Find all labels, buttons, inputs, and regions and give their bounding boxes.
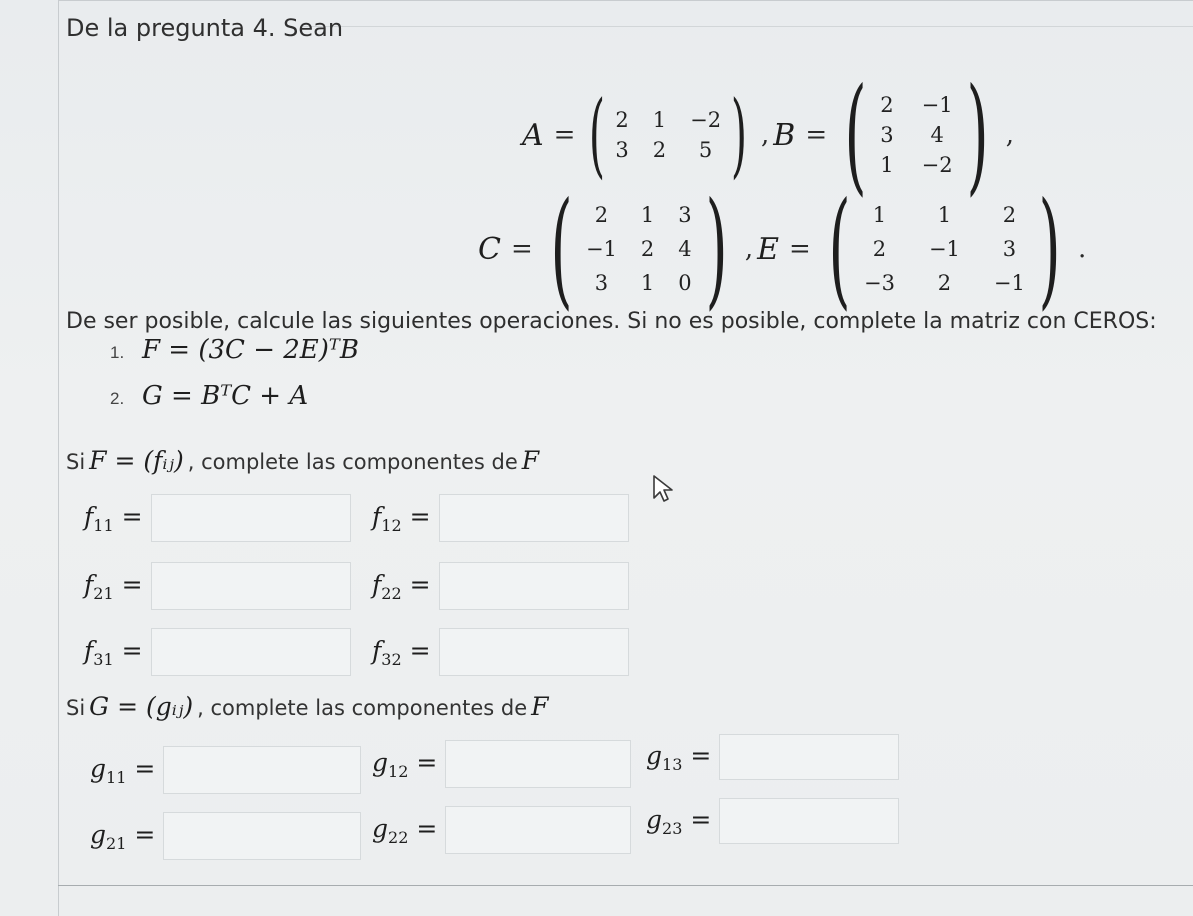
equals-sign: = [789,234,811,264]
operation-index: 2. [110,389,125,408]
matrix-c-cell: 0 [678,271,692,295]
section-g-intro [66,692,553,721]
field-label: $f_{22}$ = [372,569,431,603]
matrix-c-cell: 1 [640,271,655,295]
section-f-prefix: Si [66,450,86,474]
heading-divider [300,26,1193,27]
field-g22 [372,806,631,854]
matrix-c-cell: 2 [640,237,655,261]
equals-sign: = [553,120,576,150]
operation-index: 1. [110,343,125,362]
g22-input[interactable] [445,806,631,854]
frame-bottom-border [58,885,1193,886]
period: . [1078,234,1087,264]
field-label: $g_{22}$ = [372,813,438,847]
comma: , [761,120,770,150]
f32-input[interactable] [439,628,629,676]
matrix-b-cell: 4 [930,123,944,147]
matrix-c-label: C [478,231,501,267]
operation-expression: F = (3C − 2E)ᵀB [142,335,359,365]
matrix-b-cell: 2 [880,93,894,117]
f21-input[interactable] [151,562,351,610]
g21-input[interactable] [163,812,361,860]
instruction-text: De ser posible, calcule las siguientes operaciones. Si no es posible, complete la matriz con CEROS: [66,309,1157,334]
f22-input[interactable] [439,562,629,610]
matrix-c-cell: 2 [594,203,609,227]
matrix-a-cell: 5 [698,138,713,162]
field-label: $g_{21}$ = [90,819,156,853]
matrix-e-cell: 1 [872,203,887,227]
matrix-row-ce [478,175,1090,322]
matrix-b: ( 2 −1 3 4 1 −2 ) [844,61,989,208]
matrix-a-cell: 3 [615,138,629,162]
g11-input[interactable] [163,746,361,794]
section-f-math: F = (fᵢⱼ) [89,446,184,475]
field-label: $g_{11}$ = [90,753,156,787]
field-f32 [372,628,629,676]
section-g-target: F [531,692,549,721]
field-f21 [84,562,351,610]
matrix-a-cell: −2 [690,108,722,132]
field-f12 [372,494,629,542]
matrix-e-cell: 3 [1002,237,1017,261]
comma: , [1005,120,1015,150]
g23-input[interactable] [719,798,899,844]
field-f22 [372,562,629,610]
mouse-pointer-icon [652,474,678,504]
matrix-b-cell: −1 [921,93,953,117]
section-g-prefix: Si [66,696,86,720]
section-f-target: F [521,446,540,475]
matrix-a-cell: 2 [615,108,629,132]
field-label: $f_{21}$ = [84,569,143,603]
field-g21 [90,812,361,860]
section-g-math: G = (gᵢⱼ) [89,692,194,721]
g13-input[interactable] [719,734,899,780]
matrix-c-cell: 3 [678,203,692,227]
frame-top-border [58,0,1193,1]
frame-left-border [58,0,59,916]
f31-input[interactable] [151,628,351,676]
matrix-a-cell: 1 [652,108,667,132]
matrix-a-cell: 2 [652,138,667,162]
equals-sign: = [805,120,828,150]
field-label: $f_{31}$ = [84,635,143,669]
matrix-c-cell: −1 [585,237,617,261]
matrix-c-cell: 3 [594,271,609,295]
matrix-row-ab [522,61,1018,208]
field-g23 [646,798,899,844]
matrix-e-cell: −1 [928,237,960,261]
field-g12 [372,740,631,788]
field-label: $g_{12}$ = [372,747,438,781]
operation-item [110,381,308,411]
matrix-b-label: B [773,117,796,153]
section-f-suffix: , complete las componentes de [187,450,518,474]
field-f11 [84,494,351,542]
f11-input[interactable] [151,494,351,542]
f12-input[interactable] [439,494,629,542]
field-label: $g_{23}$ = [646,804,712,838]
matrix-e: ( 1 1 2 2 −1 3 −3 2 −1 ) [828,175,1061,322]
field-label: $g_{13}$ = [646,740,712,774]
field-label: $f_{11}$ = [84,501,143,535]
matrix-e-cell: −1 [993,271,1025,295]
field-g13 [646,734,899,780]
equals-sign: = [510,234,533,264]
matrix-e-cell: −3 [863,271,895,295]
matrix-e-cell: 2 [1002,203,1017,227]
section-f-intro [66,446,543,475]
matrix-b-cell: 3 [880,123,894,147]
matrix-c: ( 2 1 3 −1 2 4 3 1 0 ) [550,175,728,322]
matrix-b-cell: −2 [921,153,953,177]
field-label: $f_{32}$ = [372,635,431,669]
comma: , [744,234,754,264]
question-heading: De la pregunta 4. Sean [66,14,344,42]
matrix-e-label: E [757,231,779,267]
field-f31 [84,628,351,676]
field-g11 [90,746,361,794]
matrix-e-cell: 1 [937,203,952,227]
matrix-a: ( 2 1 −2 3 2 5 ) [589,81,748,188]
operation-expression: G = BᵀC + A [142,381,309,411]
matrix-c-cell: 1 [640,203,655,227]
section-g-suffix: , complete las componentes de [197,696,528,720]
matrix-e-cell: 2 [872,237,887,261]
operation-item [110,335,359,365]
matrix-a-label: A [522,117,544,153]
field-label: $f_{12}$ = [372,501,431,535]
g12-input[interactable] [445,740,631,788]
matrix-c-cell: 4 [678,237,692,261]
matrix-b-cell: 1 [880,153,894,177]
matrix-e-cell: 2 [937,271,952,295]
